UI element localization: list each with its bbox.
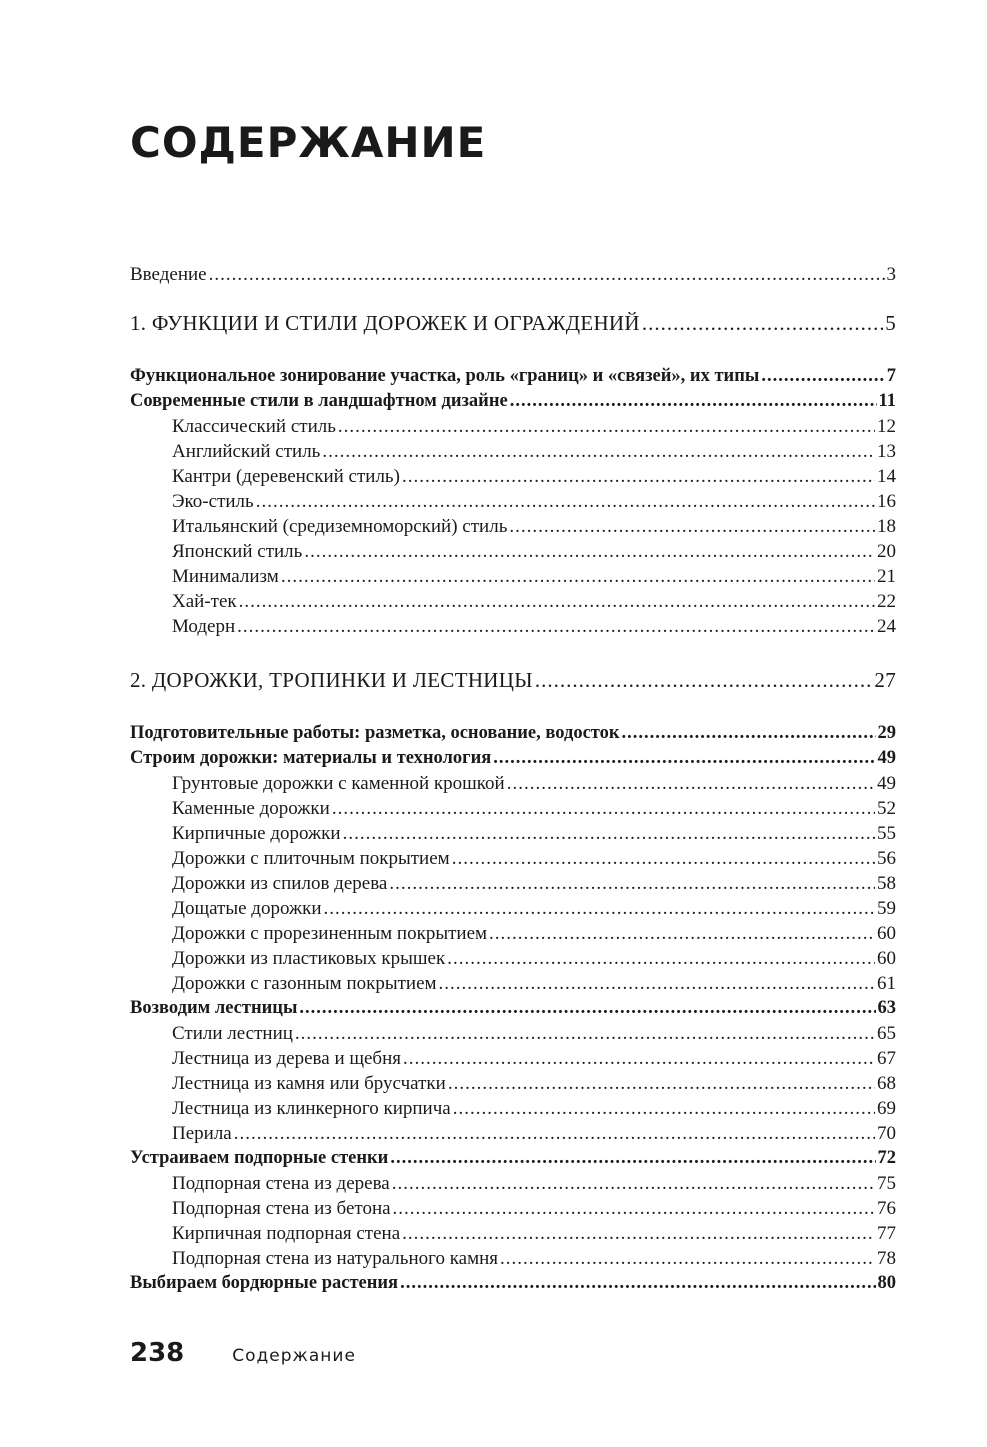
toc-subsection-title: Дорожки с прорезиненным покрытием (172, 923, 488, 944)
dot-leader (402, 1223, 875, 1245)
toc-subsection-title: Лестница из дерева и щебня (172, 1048, 402, 1069)
toc-section[interactable] (130, 1148, 896, 1173)
dot-leader (209, 264, 885, 286)
toc-section-page: 63 (877, 998, 896, 1018)
toc-section[interactable] (130, 391, 896, 416)
toc-subsection[interactable] (130, 773, 896, 798)
dot-leader (453, 1098, 875, 1120)
toc-subsection[interactable] (130, 923, 896, 948)
toc-subsection[interactable] (130, 1123, 896, 1148)
toc-subsection-page: 68 (877, 1073, 896, 1094)
toc-subsection-title: Каменные дорожки (172, 798, 330, 819)
toc-subsection[interactable] (130, 873, 896, 898)
toc-subsection-title: Итальянский (средиземноморский) стиль (172, 516, 508, 537)
toc-subsection-page: 13 (877, 441, 896, 462)
dot-leader (392, 1173, 875, 1195)
toc-subsection-title: Дорожки из спилов дерева (172, 873, 388, 894)
toc-subsection[interactable] (130, 616, 896, 641)
toc-section-title: Устраиваем подпорные стенки (130, 1148, 389, 1168)
dot-leader (448, 1073, 875, 1095)
toc-section[interactable] (130, 366, 896, 391)
dot-leader (439, 973, 875, 995)
dot-leader (500, 1248, 875, 1270)
toc-subsection-page: 75 (877, 1173, 896, 1194)
toc-subsection-page: 58 (877, 873, 896, 894)
toc-subsection[interactable] (130, 898, 896, 923)
dot-leader (324, 898, 875, 920)
dot-leader (295, 1023, 875, 1045)
toc-chapter-title: 2. ДОРОЖКИ, ТРОПИНКИ И ЛЕСТНИЦЫ (130, 668, 533, 692)
toc-subsection[interactable] (130, 1098, 896, 1123)
toc-subsection-title: Лестница из клинкерного кирпича (172, 1098, 451, 1119)
toc-subsection[interactable] (130, 416, 896, 441)
dot-leader (493, 748, 875, 769)
toc-subsection[interactable] (130, 566, 896, 591)
toc-subsection-page: 61 (877, 973, 896, 994)
toc-subsection-title: Модерн (172, 616, 236, 637)
toc-subsection[interactable] (130, 516, 896, 541)
toc-subsection-page: 60 (877, 948, 896, 969)
toc-subsection-page: 24 (877, 616, 896, 637)
toc-section-title: Современные стили в ландшафтном дизайне (130, 391, 508, 411)
dot-leader (622, 723, 876, 744)
toc-subsection-page: 21 (877, 566, 896, 587)
dot-leader (234, 1123, 875, 1145)
dot-leader (389, 873, 875, 895)
toc-subsection-title: Классический стиль (172, 416, 336, 437)
toc-subsection-title: Подпорная стена из бетона (172, 1198, 391, 1219)
toc-subsection[interactable] (130, 1048, 896, 1073)
toc-subsection-page: 70 (877, 1123, 896, 1144)
toc-section-title: Функциональное зонирование участка, роль «границ» и «связей», их типы (130, 366, 760, 386)
dot-leader (402, 466, 875, 488)
toc-section-title: Выбираем бордюрные растения (130, 1273, 399, 1293)
toc-chapter-2[interactable] (130, 668, 896, 698)
dot-leader (390, 1148, 875, 1169)
toc-subsection-title: Минимализм (172, 566, 279, 587)
toc-section-title: Строим дорожки: материалы и технология (130, 748, 492, 768)
dot-leader (322, 441, 875, 463)
dot-leader (299, 998, 875, 1019)
toc-section[interactable] (130, 748, 896, 773)
dot-leader (510, 391, 877, 412)
toc-subsection-page: 16 (877, 491, 896, 512)
dot-leader (489, 923, 875, 945)
toc-subsection-title: Перила (172, 1123, 232, 1144)
toc-subsection[interactable] (130, 491, 896, 516)
toc-subsection[interactable] (130, 441, 896, 466)
running-footer-title: Содержание (232, 1346, 356, 1366)
toc-subsection-title: Кантри (деревенский стиль) (172, 466, 400, 487)
toc-subsection[interactable] (130, 1223, 896, 1248)
toc-section[interactable] (130, 723, 896, 748)
page-title: СОДЕРЖАНИЕ (130, 118, 487, 167)
dot-leader (507, 773, 875, 795)
toc-subsection[interactable] (130, 1023, 896, 1048)
toc-subsection[interactable] (130, 798, 896, 823)
toc-subsection-title: Дорожки из пластиковых крышек (172, 948, 446, 969)
toc-subsection-title: Кирпичная подпорная стена (172, 1223, 401, 1244)
toc-subsection-page: 69 (877, 1098, 896, 1119)
toc-section[interactable] (130, 1273, 896, 1298)
toc-entry-title: Введение (130, 264, 207, 285)
toc-subsection[interactable] (130, 541, 896, 566)
toc-subsection-page: 67 (877, 1048, 896, 1069)
toc-subsection[interactable] (130, 1248, 896, 1273)
dot-leader (642, 311, 883, 336)
dot-leader (304, 541, 875, 563)
toc-chapter-1[interactable] (130, 311, 896, 341)
toc-subsection[interactable] (130, 1198, 896, 1223)
toc-subsection-page: 49 (877, 773, 896, 794)
toc-subsection-page: 60 (877, 923, 896, 944)
toc-chapter-page: 5 (885, 311, 896, 335)
toc-subsection-page: 78 (877, 1248, 896, 1269)
page-number: 238 (130, 1338, 185, 1368)
toc-subsection-title: Дощатые дорожки (172, 898, 322, 919)
toc-subsection[interactable] (130, 848, 896, 873)
toc-subsection-title: Кирпичные дорожки (172, 823, 341, 844)
toc-subsection-title: Эко-стиль (172, 491, 254, 512)
toc-subsection[interactable] (130, 466, 896, 491)
toc-section[interactable] (130, 998, 896, 1023)
toc-subsection-page: 65 (877, 1023, 896, 1044)
toc-subsection-page: 77 (877, 1223, 896, 1244)
toc-subsection-page: 52 (877, 798, 896, 819)
toc-section-page: 7 (886, 366, 896, 386)
toc-subsection-page: 56 (877, 848, 896, 869)
toc-subsection[interactable] (130, 591, 896, 616)
toc-section-title: Подготовительные работы: разметка, основание, водосток (130, 723, 620, 743)
toc-subsection-page: 14 (877, 466, 896, 487)
toc-subsection-page: 20 (877, 541, 896, 562)
toc-subsection[interactable] (130, 1073, 896, 1098)
dot-leader (338, 416, 875, 438)
toc-subsection-title: Лестница из камня или брусчатки (172, 1073, 446, 1094)
toc-chapter-page: 27 (874, 668, 896, 692)
dot-leader (403, 1048, 875, 1070)
toc-subsection[interactable] (130, 973, 896, 998)
toc-entry-introduction[interactable] (130, 264, 896, 289)
dot-leader (447, 948, 875, 970)
dot-leader (535, 668, 873, 693)
page-footer (130, 1338, 356, 1368)
dot-leader (393, 1198, 875, 1220)
toc-subsection-page: 18 (877, 516, 896, 537)
dot-leader (332, 798, 875, 820)
dot-leader (452, 848, 875, 870)
toc-entry-page: 3 (886, 264, 896, 285)
toc-subsection-title: Подпорная стена из дерева (172, 1173, 390, 1194)
toc-subsection-title: Хай-тек (172, 591, 237, 612)
dot-leader (239, 591, 875, 613)
table-of-contents (130, 264, 896, 1298)
dot-leader (256, 491, 875, 513)
toc-section-title: Возводим лестницы (130, 998, 298, 1018)
toc-subsection-title: Стили лестниц (172, 1023, 293, 1044)
toc-section-page: 80 (877, 1273, 896, 1293)
toc-subsection-title: Дорожки с плиточным покрытием (172, 848, 450, 869)
toc-subsection-title: Грунтовые дорожки с каменной крошкой (172, 773, 505, 794)
toc-subsection-title: Дорожки с газонным покрытием (172, 973, 437, 994)
dot-leader (761, 366, 884, 387)
dot-leader (509, 516, 875, 538)
toc-subsection-title: Подпорная стена из натурального камня (172, 1248, 498, 1269)
toc-subsection-page: 59 (877, 898, 896, 919)
toc-subsection-title: Английский стиль (172, 441, 321, 462)
dot-leader (343, 823, 875, 845)
toc-subsection-page: 76 (877, 1198, 896, 1219)
toc-subsection[interactable] (130, 823, 896, 848)
dot-leader (237, 616, 875, 638)
toc-subsection-page: 22 (877, 591, 896, 612)
toc-subsection-page: 12 (877, 416, 896, 437)
toc-chapter-title: 1. ФУНКЦИИ И СТИЛИ ДОРОЖЕК И ОГРАЖДЕНИЙ (130, 311, 640, 335)
toc-section-page: 11 (878, 391, 896, 411)
toc-section-page: 72 (877, 1148, 896, 1168)
toc-subsection[interactable] (130, 1173, 896, 1198)
toc-subsection-title: Японский стиль (172, 541, 303, 562)
dot-leader (281, 566, 875, 588)
toc-subsection[interactable] (130, 948, 896, 973)
toc-section-page: 29 (877, 723, 896, 743)
toc-section-page: 49 (877, 748, 896, 768)
toc-subsection-page: 55 (877, 823, 896, 844)
dot-leader (400, 1273, 875, 1294)
